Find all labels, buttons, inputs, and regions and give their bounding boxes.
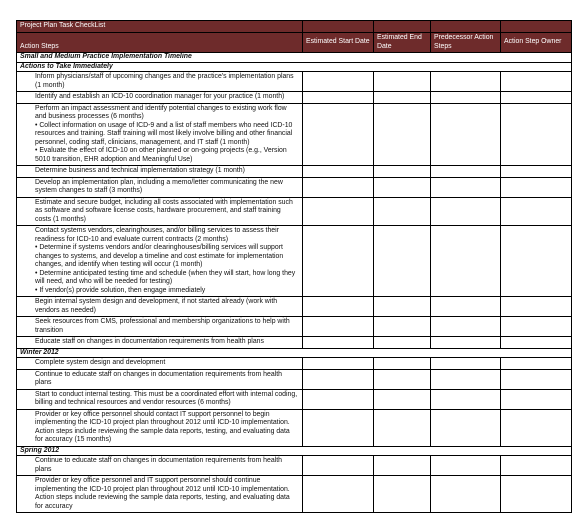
end-date-cell[interactable] (374, 72, 431, 92)
header-predecessor[interactable]: Predecessor Action Steps (431, 33, 501, 53)
section-label[interactable]: Actions to Take Immediately (17, 62, 572, 72)
table-row (17, 337, 572, 349)
owner-cell[interactable] (501, 103, 572, 166)
header-end-date[interactable]: Estimated End Date (374, 33, 431, 53)
action-step-cell[interactable]: Contact systems vendors, clearinghouses, and/or billing services to assess their readiness for ICD-10 and evaluate current contracts (2 months) • Determine if systems vendors and/or clearinghouses/billing services will support changes to systems, and develop a timeline and cost estimate for implementation changes, and identify when testing will occur (1 month) • Determine anticipated testing time and schedule (when they will start, how long they will need, and who will be needed for testing) • If vendor(s) provide solution, then engage immediately (17, 226, 303, 297)
table-row (17, 409, 572, 446)
action-step-cell[interactable]: Continue to educate staff on changes in documentation requirements from health plans (17, 456, 303, 476)
predecessor-cell[interactable] (431, 166, 501, 178)
owner-cell[interactable] (501, 226, 572, 297)
owner-cell[interactable] (501, 92, 572, 104)
header-row (17, 33, 572, 53)
owner-cell[interactable] (501, 166, 572, 178)
owner-cell[interactable] (501, 177, 572, 197)
checklist-table (16, 20, 572, 513)
table-row (17, 369, 572, 389)
table-row (17, 456, 572, 476)
start-date-cell[interactable] (303, 337, 374, 349)
action-step-cell[interactable]: Identify and establish an ICD-10 coordination manager for your practice (1 month) (17, 92, 303, 104)
owner-cell[interactable] (501, 337, 572, 349)
end-date-cell[interactable] (374, 456, 431, 476)
end-date-cell[interactable] (374, 369, 431, 389)
start-date-cell[interactable] (303, 456, 374, 476)
start-date-cell[interactable] (303, 92, 374, 104)
predecessor-cell[interactable] (431, 317, 501, 337)
table-row (17, 197, 572, 226)
start-date-cell[interactable] (303, 358, 374, 370)
end-date-cell[interactable] (374, 297, 431, 317)
table-row (17, 177, 572, 197)
owner-cell[interactable] (501, 409, 572, 446)
section-row (17, 348, 572, 358)
end-date-cell[interactable] (374, 476, 431, 513)
action-step-cell[interactable]: Complete system design and development (17, 358, 303, 370)
predecessor-cell[interactable] (431, 409, 501, 446)
end-date-cell[interactable] (374, 389, 431, 409)
start-date-cell[interactable] (303, 197, 374, 226)
table-row (17, 389, 572, 409)
title-cell[interactable] (374, 21, 431, 33)
table-row (17, 92, 572, 104)
start-date-cell[interactable] (303, 317, 374, 337)
timeline-title-row (17, 53, 572, 63)
action-step-cell[interactable]: Provider or key office personnel and IT support personnel should continue implementing the ICD-10 project plan throughout 2012 until ICD-10 implementation. Action steps include reviewing the sample data reports, testing, and evaluating data for accuracy (17, 476, 303, 513)
action-step-cell[interactable]: Seek resources from CMS, professional and membership organizations to help with transition (17, 317, 303, 337)
owner-cell[interactable] (501, 476, 572, 513)
table-row (17, 317, 572, 337)
end-date-cell[interactable] (374, 197, 431, 226)
checklist-sheet (16, 20, 571, 513)
end-date-cell[interactable] (374, 226, 431, 297)
predecessor-cell[interactable] (431, 476, 501, 513)
predecessor-cell[interactable] (431, 197, 501, 226)
action-step-cell[interactable]: Start to conduct internal testing. This must be a coordinated effort with internal coding, billing and technical resources and vendor resources (6 months) (17, 389, 303, 409)
end-date-cell[interactable] (374, 358, 431, 370)
action-step-cell[interactable]: Estimate and secure budget, including all costs associated with implementation such as software and software license costs, hardware procurement, and staff training costs (1 months) (17, 197, 303, 226)
action-step-cell[interactable]: Perform an impact assessment and identify potential changes to existing work flow and business processes (6 months) • Collect information on usage of ICD-9 and a list of staff members who need ICD-10 resources and training. Staff training will most likely involve billing and other financial personnel, coding staff, clinicians, management, and IT staff (1 month) • Evaluate the effect of ICD-10 on other planned or on-going projects (e.g., Version 5010 transition, EHR adoption and Meaningful Use) (17, 103, 303, 166)
action-step-cell[interactable]: Provider or key office personnel should contact IT support personnel to begin implementing the ICD-10 project plan throughout 2012 until ICD-10 implementation. Action steps include reviewing the sample data reports, testing, and evaluating data for accuracy (15 months) (17, 409, 303, 446)
predecessor-cell[interactable] (431, 297, 501, 317)
start-date-cell[interactable] (303, 166, 374, 178)
predecessor-cell[interactable] (431, 103, 501, 166)
start-date-cell[interactable] (303, 297, 374, 317)
owner-cell[interactable] (501, 369, 572, 389)
table-row (17, 103, 572, 166)
end-date-cell[interactable] (374, 103, 431, 166)
predecessor-cell[interactable] (431, 177, 501, 197)
table-row (17, 476, 572, 513)
predecessor-cell[interactable] (431, 337, 501, 349)
owner-cell[interactable] (501, 389, 572, 409)
table-row (17, 72, 572, 92)
title-cell[interactable] (501, 21, 572, 33)
predecessor-cell[interactable] (431, 358, 501, 370)
title-cell[interactable] (303, 21, 374, 33)
predecessor-cell[interactable] (431, 369, 501, 389)
title-cell[interactable] (431, 21, 501, 33)
owner-cell[interactable] (501, 297, 572, 317)
action-step-cell[interactable]: Begin internal system design and development, if not started already (work with vendors as needed) (17, 297, 303, 317)
start-date-cell[interactable] (303, 177, 374, 197)
table-row (17, 358, 572, 370)
section-label[interactable]: Winter 2012 (17, 348, 572, 358)
start-date-cell[interactable] (303, 476, 374, 513)
start-date-cell[interactable] (303, 369, 374, 389)
action-step-cell[interactable]: Inform physicians/staff of upcoming changes and the practice's implementation plans (1 month) (17, 72, 303, 92)
header-action-steps[interactable]: Action Steps (17, 33, 303, 53)
table-row (17, 166, 572, 178)
header-start-date[interactable]: Estimated Start Date (303, 33, 374, 53)
header-owner[interactable]: Action Step Owner (501, 33, 572, 53)
owner-cell[interactable] (501, 456, 572, 476)
action-step-cell[interactable]: Determine business and technical implementation strategy (1 month) (17, 166, 303, 178)
predecessor-cell[interactable] (431, 456, 501, 476)
start-date-cell[interactable] (303, 389, 374, 409)
start-date-cell[interactable] (303, 409, 374, 446)
owner-cell[interactable] (501, 358, 572, 370)
end-date-cell[interactable] (374, 337, 431, 349)
section-row (17, 62, 572, 72)
table-row (17, 297, 572, 317)
end-date-cell[interactable] (374, 166, 431, 178)
end-date-cell[interactable] (374, 92, 431, 104)
predecessor-cell[interactable] (431, 389, 501, 409)
section-label[interactable]: Spring 2012 (17, 446, 572, 456)
timeline-title[interactable]: Small and Medium Practice Implementation Timeline (17, 53, 572, 63)
title-row (17, 21, 572, 33)
owner-cell[interactable] (501, 72, 572, 92)
action-step-cell[interactable]: Develop an implementation plan, including a memo/letter communicating the new system changes to staff (3 months) (17, 177, 303, 197)
section-row (17, 446, 572, 456)
action-step-cell[interactable]: Continue to educate staff on changes in documentation requirements from health plans (17, 369, 303, 389)
table-row (17, 226, 572, 297)
end-date-cell[interactable] (374, 409, 431, 446)
action-step-cell[interactable]: Educate staff on changes in documentation requirements from health plans (17, 337, 303, 349)
end-date-cell[interactable] (374, 317, 431, 337)
start-date-cell[interactable] (303, 103, 374, 166)
end-date-cell[interactable] (374, 177, 431, 197)
predecessor-cell[interactable] (431, 226, 501, 297)
start-date-cell[interactable] (303, 72, 374, 92)
start-date-cell[interactable] (303, 226, 374, 297)
owner-cell[interactable] (501, 317, 572, 337)
predecessor-cell[interactable] (431, 92, 501, 104)
owner-cell[interactable] (501, 197, 572, 226)
predecessor-cell[interactable] (431, 72, 501, 92)
table-title[interactable]: Project Plan Task CheckList (17, 21, 303, 33)
